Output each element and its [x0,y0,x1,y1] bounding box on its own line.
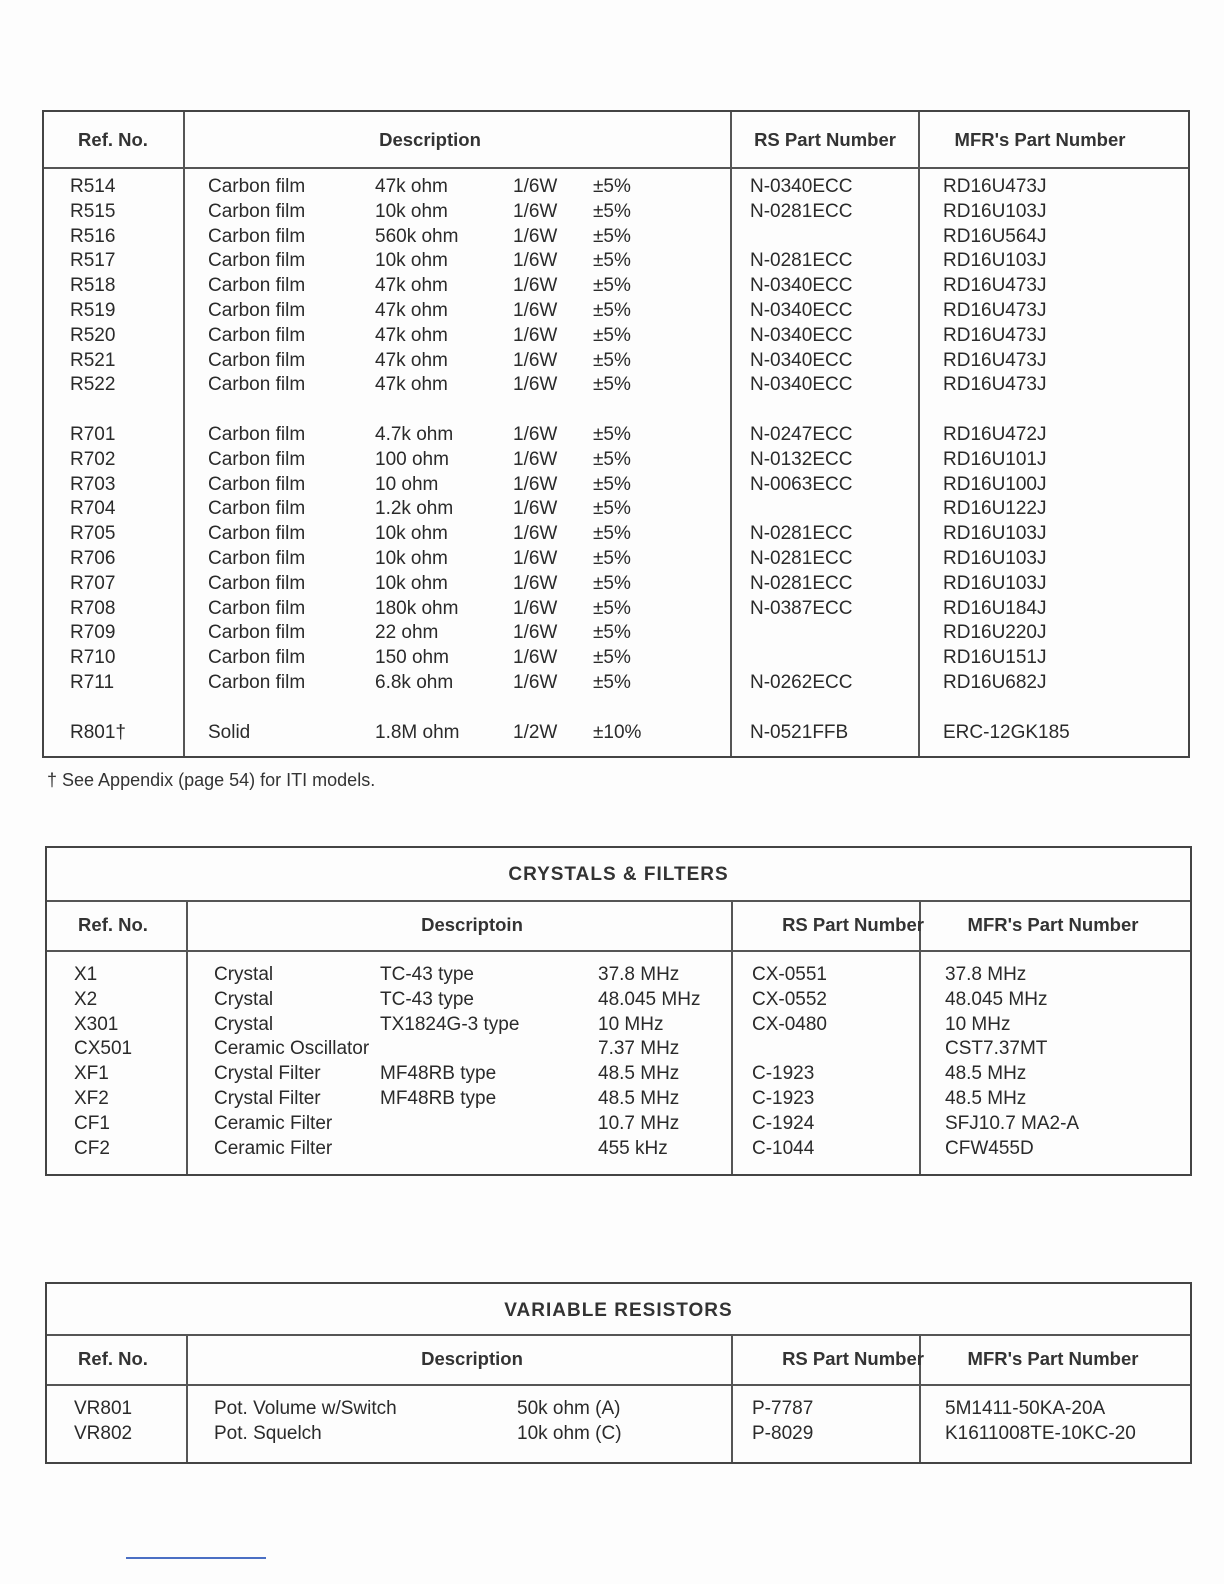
type: Carbon film [208,448,306,470]
type: Crystal Filter [214,1088,321,1109]
resistance: 10k ohm [375,548,448,569]
type: Carbon film [208,250,306,272]
ref-no: X301 [74,1013,119,1035]
frequency: 7.37 MHz [598,1038,680,1060]
header-rs: RS Part Number [782,1348,924,1369]
column-divider [918,112,920,756]
resistance: 100 ohm [375,448,449,470]
header-ref: Ref. No. [78,1348,148,1369]
wattage: 1/6W [513,250,558,272]
rs-part-number: N-0281ECC [750,548,853,569]
ref-no: VR801 [74,1398,133,1419]
resistance: 47k ohm [375,275,448,297]
resistance: 47k ohm [375,349,448,371]
ref-no: R514 [70,176,116,197]
header-desc: Descriptoin [421,914,523,935]
mfr-part-number: ERC-12GK185 [943,721,1070,743]
mfr-part-number: RD16U473J [943,300,1047,321]
type: Carbon film [208,548,306,569]
frequency: 37.8 MHz [598,964,680,985]
mfr-part-number: RD16U103J [943,523,1047,545]
mfr-part-number: 5M1411-50KA-20A [945,1398,1106,1419]
rs-part-number: C-1924 [752,1112,815,1134]
footnote: † See Appendix (page 54) for ITI models. [47,770,376,790]
ref-no: R701 [70,424,116,445]
mfr-part-number: 10 MHz [945,1013,1011,1035]
rs-part-number: C-1044 [752,1137,815,1159]
wattage: 1/2W [513,721,558,743]
value: 50k ohm (A) [517,1398,621,1419]
rs-part-number: CX-0552 [752,988,827,1010]
header-mfr: MFR's Part Number [954,129,1126,150]
tolerance: ±5% [593,300,631,321]
ref-no: R704 [70,498,116,520]
mfr-part-number: RD16U103J [943,250,1047,272]
column-divider [919,900,921,1174]
ref-no: X1 [74,964,98,985]
mfr-part-number: RD16U122J [943,498,1047,520]
rs-part-number: N-0340ECC [750,324,853,346]
column-divider [731,900,733,1174]
frequency: 455 kHz [598,1137,668,1159]
ref-no: CF2 [74,1137,110,1159]
ref-no: X2 [74,988,98,1010]
wattage: 1/6W [513,498,558,520]
wattage: 1/6W [513,672,558,693]
type: Carbon film [208,275,306,297]
resistance: 47k ohm [375,374,448,396]
tolerance: ±5% [593,250,631,272]
mfr-part-number: RD16U103J [943,572,1047,594]
column-divider [731,1334,733,1462]
crystals-filters-table [45,846,1192,1176]
type: Carbon film [208,300,306,321]
header-divider [44,167,1188,169]
tolerance: ±5% [593,374,631,396]
tolerance: ±5% [593,176,631,197]
mfr-part-number: CST7.37MT [945,1038,1048,1060]
header-mfr: MFR's Part Number [967,1348,1139,1369]
rs-part-number: N-0387ECC [750,597,853,619]
resistance: 22 ohm [375,622,439,644]
ref-no: R801† [70,721,126,743]
mfr-part-number: SFJ10.7 MA2-A [945,1112,1080,1134]
mfr-part-number: RD16U184J [943,597,1047,619]
rs-part-number: N-0063ECC [750,473,853,495]
ref-no: R520 [70,324,116,346]
rs-part-number: N-0521FFB [750,721,849,743]
wattage: 1/6W [513,275,558,297]
value: 10k ohm (C) [517,1422,622,1444]
type: Carbon film [208,176,306,197]
type: Crystal [214,1013,274,1035]
column-divider [186,1334,188,1462]
tolerance: ±5% [593,622,631,644]
type: Carbon film [208,672,306,693]
rs-part-number: P-8029 [752,1422,814,1444]
frequency: 10.7 MHz [598,1112,680,1134]
rs-part-number: N-0281ECC [750,200,853,222]
rs-part-number: N-0340ECC [750,300,853,321]
ref-no: CF1 [74,1112,110,1134]
wattage: 1/6W [513,548,558,569]
resistance: 10 ohm [375,473,439,495]
ref-no: R707 [70,572,116,594]
frequency: 48.045 MHz [598,988,701,1010]
rs-part-number: CX-0480 [752,1013,827,1035]
mfr-part-number: K1611008TE-10KC-20 [945,1422,1136,1444]
resistance: 10k ohm [375,572,448,594]
ref-no: XF1 [74,1063,109,1085]
resistance: 47k ohm [375,324,448,346]
type: Carbon film [208,200,306,222]
model: MF48RB type [380,1063,497,1085]
tolerance: ±5% [593,572,631,594]
wattage: 1/6W [513,324,558,346]
mfr-part-number: RD16U100J [943,473,1047,495]
tolerance: ±5% [593,523,631,545]
wattage: 1/6W [513,448,558,470]
tolerance: ±5% [593,498,631,520]
header-rs: RS Part Number [754,129,896,150]
ref-no: CX501 [74,1038,133,1060]
model: TX1824G-3 type [380,1013,520,1035]
table-title: CRYSTALS & FILTERS [508,864,729,885]
type: Carbon film [208,349,306,371]
rs-part-number: N-0262ECC [750,672,853,693]
ref-no: R703 [70,473,116,495]
ref-no: R706 [70,548,116,569]
rs-part-number: N-0281ECC [750,250,853,272]
ref-no: R522 [70,374,116,396]
ref-no: R521 [70,349,116,371]
wattage: 1/6W [513,424,558,445]
divider [126,1557,266,1559]
tolerance: ±5% [593,225,631,247]
rs-part-number: N-0340ECC [750,349,853,371]
type: Carbon film [208,424,306,445]
title-divider [47,1334,1190,1336]
type: Carbon film [208,374,306,396]
description: Pot. Volume w/Switch [214,1398,397,1419]
rs-part-number: C-1923 [752,1088,815,1109]
table-title: VARIABLE RESISTORS [504,1300,733,1321]
ref-no: R519 [70,300,116,321]
mfr-part-number: RD16U101J [943,448,1047,470]
header-ref: Ref. No. [78,129,148,150]
type: Carbon film [208,473,306,495]
type: Ceramic Filter [214,1137,333,1159]
mfr-part-number: CFW455D [945,1137,1034,1159]
title-divider [47,900,1190,902]
mfr-part-number: RD16U473J [943,324,1047,346]
type: Solid [208,721,251,743]
wattage: 1/6W [513,176,558,197]
rs-part-number: N-0340ECC [750,374,853,396]
tolerance: ±5% [593,448,631,470]
wattage: 1/6W [513,647,558,669]
type: Crystal Filter [214,1063,321,1085]
variable-resistors-table [45,1282,1192,1464]
ref-no: R709 [70,622,116,644]
model: TC-43 type [380,964,474,985]
mfr-part-number: 48.045 MHz [945,988,1048,1010]
tolerance: ±5% [593,548,631,569]
resistance: 150 ohm [375,647,449,669]
ref-no: R708 [70,597,116,619]
ref-no: R518 [70,275,116,297]
resistance: 1.8M ohm [375,721,460,743]
resistance: 47k ohm [375,176,448,197]
rs-part-number: CX-0551 [752,964,827,985]
type: Carbon film [208,498,306,520]
header-divider [47,1384,1190,1386]
type: Carbon film [208,225,306,247]
type: Ceramic Filter [214,1112,333,1134]
resistance: 47k ohm [375,300,448,321]
type: Carbon film [208,622,306,644]
wattage: 1/6W [513,200,558,222]
ref-no: XF2 [74,1088,109,1109]
tolerance: ±5% [593,275,631,297]
header-ref: Ref. No. [78,914,148,935]
tolerance: ±5% [593,424,631,445]
mfr-part-number: RD16U473J [943,275,1047,297]
column-divider [186,900,188,1174]
resistance: 4.7k ohm [375,424,454,445]
frequency: 48.5 MHz [598,1088,680,1109]
wattage: 1/6W [513,349,558,371]
wattage: 1/6W [513,300,558,321]
resistance: 560k ohm [375,225,459,247]
mfr-part-number: RD16U564J [943,225,1047,247]
type: Ceramic Oscillator [214,1038,370,1060]
resistance: 10k ohm [375,200,448,222]
tolerance: ±5% [593,324,631,346]
header-desc: Description [379,129,481,150]
wattage: 1/6W [513,597,558,619]
frequency: 48.5 MHz [598,1063,680,1085]
ref-no: R711 [70,672,115,693]
type: Carbon film [208,572,306,594]
mfr-part-number: RD16U473J [943,176,1047,197]
tolerance: ±10% [593,721,642,743]
mfr-part-number: RD16U103J [943,200,1047,222]
resistance: 1.2k ohm [375,498,454,520]
mfr-part-number: RD16U103J [943,548,1047,569]
ref-no: R702 [70,448,116,470]
rs-part-number: N-0281ECC [750,523,853,545]
header-mfr: MFR's Part Number [967,914,1139,935]
rs-part-number: C-1923 [752,1063,815,1085]
wattage: 1/6W [513,374,558,396]
tolerance: ±5% [593,597,631,619]
mfr-part-number: RD16U682J [943,672,1047,693]
mfr-part-number: 48.5 MHz [945,1063,1027,1085]
tolerance: ±5% [593,647,631,669]
model: TC-43 type [380,988,474,1010]
mfr-part-number: 37.8 MHz [945,964,1027,985]
rs-part-number: N-0132ECC [750,448,853,470]
model: MF48RB type [380,1088,497,1109]
wattage: 1/6W [513,572,558,594]
mfr-part-number: RD16U473J [943,374,1047,396]
mfr-part-number: 48.5 MHz [945,1088,1027,1109]
header-desc: Description [421,1348,523,1369]
type: Carbon film [208,647,306,669]
resistance: 10k ohm [375,523,448,545]
type: Crystal [214,964,274,985]
type: Carbon film [208,523,306,545]
wattage: 1/6W [513,523,558,545]
type: Crystal [214,988,274,1010]
resistance: 180k ohm [375,597,459,619]
mfr-part-number: RD16U151J [943,647,1047,669]
wattage: 1/6W [513,473,558,495]
rs-part-number: N-0340ECC [750,275,853,297]
mfr-part-number: RD16U473J [943,349,1047,371]
column-divider [183,112,185,756]
resistance: 10k ohm [375,250,448,272]
mfr-part-number: RD16U472J [943,424,1047,445]
frequency: 10 MHz [598,1013,664,1035]
resistance: 6.8k ohm [375,672,454,693]
wattage: 1/6W [513,225,558,247]
rs-part-number: P-7787 [752,1398,814,1419]
type: Carbon film [208,324,306,346]
ref-no: R705 [70,523,116,545]
header-rs: RS Part Number [782,914,924,935]
ref-no: R515 [70,200,116,222]
tolerance: ±5% [593,349,631,371]
tolerance: ±5% [593,473,631,495]
resistors-table [42,110,1190,758]
rs-part-number: N-0340ECC [750,176,853,197]
ref-no: R516 [70,225,116,247]
rs-part-number: N-0281ECC [750,572,853,594]
description: Pot. Squelch [214,1422,322,1444]
rs-part-number: N-0247ECC [750,424,853,445]
wattage: 1/6W [513,622,558,644]
type: Carbon film [208,597,306,619]
mfr-part-number: RD16U220J [943,622,1047,644]
ref-no: R710 [70,647,116,669]
tolerance: ±5% [593,672,631,693]
tolerance: ±5% [593,200,631,222]
ref-no: VR802 [74,1422,133,1444]
header-divider [47,950,1190,952]
column-divider [730,112,732,756]
ref-no: R517 [70,250,116,272]
